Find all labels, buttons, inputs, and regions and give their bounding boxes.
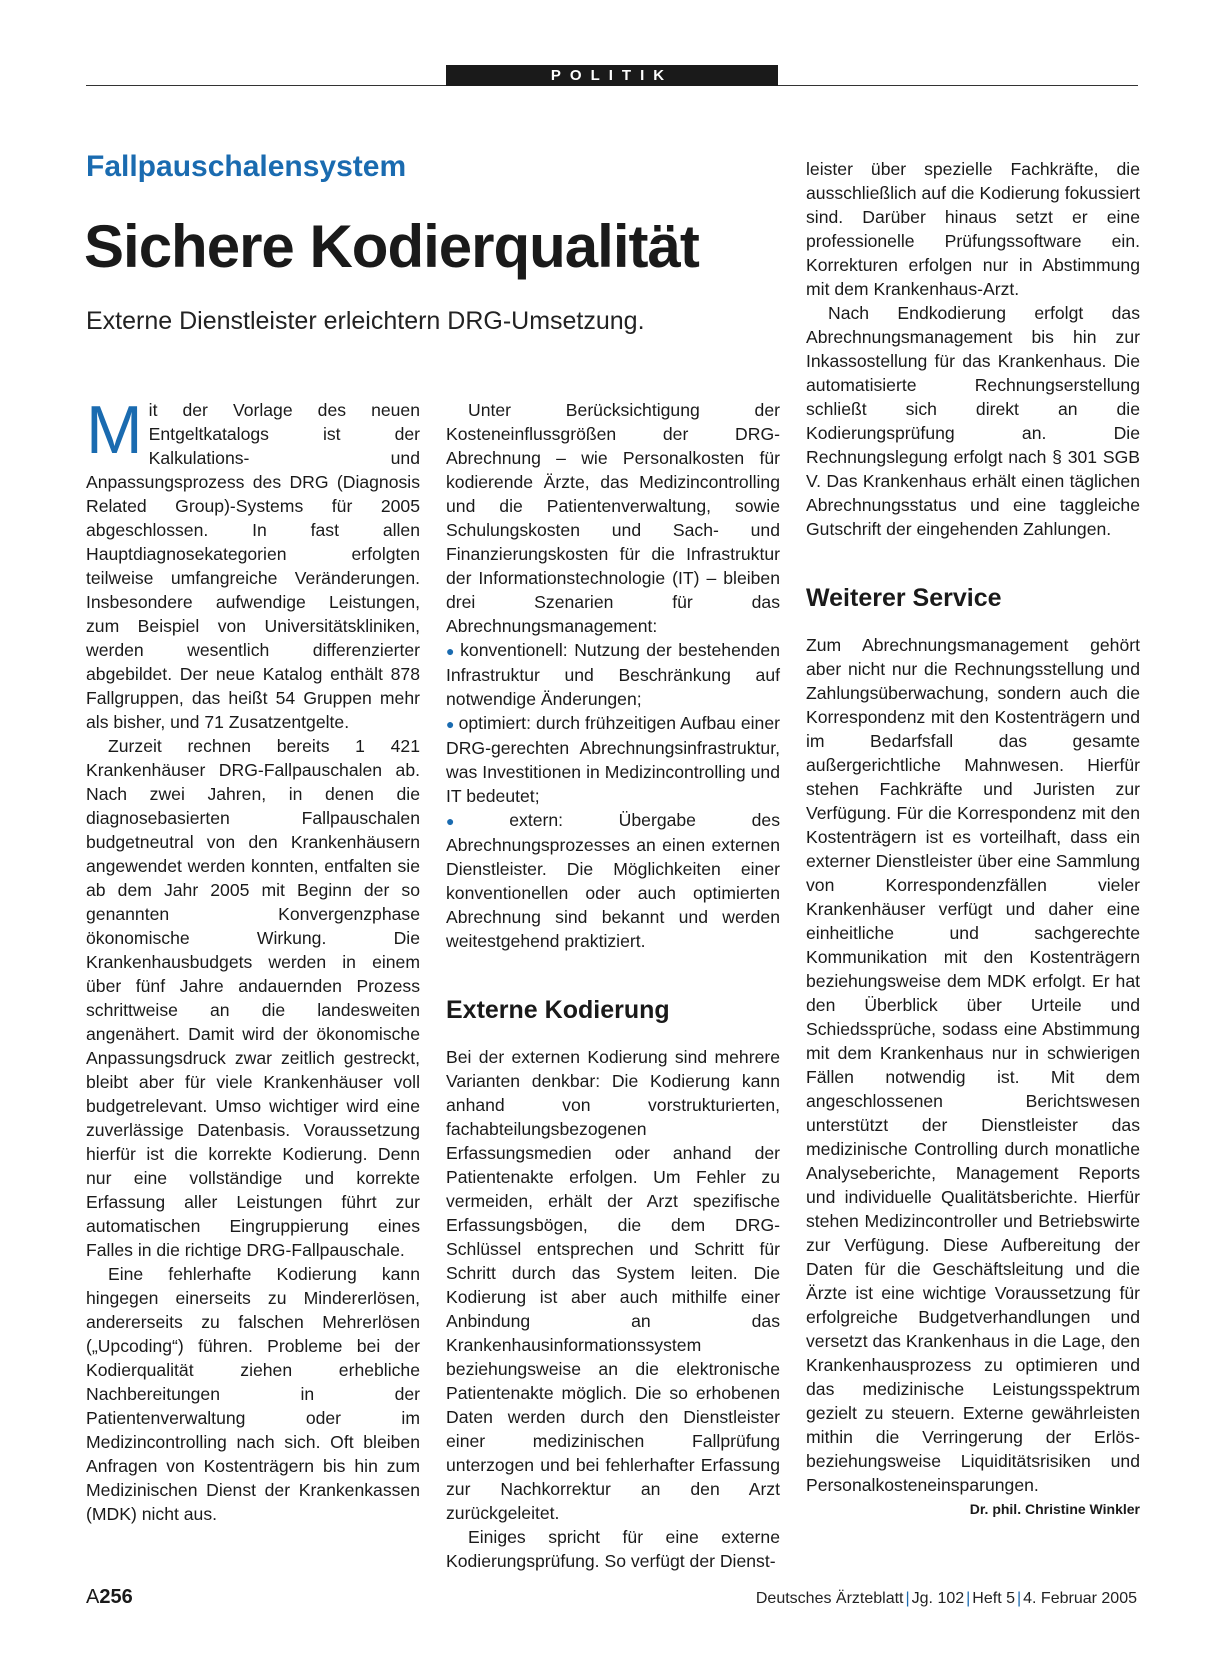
journal-volume: Jg. 102: [911, 1590, 965, 1607]
article-headline: Sichere Kodierqualität: [84, 213, 699, 280]
article-kicker: Fallpauschalensystem: [86, 150, 407, 183]
article-standfirst: Externe Dienstleister erleichtern DRG-Umsetzung.: [86, 307, 645, 335]
column-1: [86, 392, 420, 1526]
col3-paragraph-1: leister über spezielle Fachkräfte, die ausschließlich auf die Kodierung fokussiert sind. Darüber hinaus setzt er eine professionelle Prüfungssoftware ein. Korrekturen erfolgen nur in Abstimmung mit dem Krankenhaus-Arzt.: [806, 159, 1140, 299]
bullet-icon: ●: [446, 716, 455, 732]
col2-paragraph-3: Einiges spricht für eine externe Kodierungsprüfung. So verfügt der Dienst-: [446, 1527, 780, 1571]
column-2: [446, 398, 780, 1573]
subheading-externe-kodierung: Externe Kodierung: [446, 996, 670, 1024]
col2-paragraph-1: Unter Berücksichtigung der Kosteneinflussgrößen der DRG-Abrechnung – wie Personalkosten für kodierende Ärzte, das Medizincontrolling und die Patientenverwaltung, sowie Schulungskosten und Sach- und Finanzierungskosten für die Infrastruktur der Informationstechnologie (IT) – bleiben drei Szenarien für das Abrechnungsmanagement:: [446, 400, 780, 636]
separator: |: [966, 1590, 971, 1607]
col1-paragraph-1: Mit der Vorlage des neuen Entgeltkatalogs ist der Kalkulations- und Anpassungsprozess des DRG (Diagnosis Related Group)-Systems für 2005 abgeschlossen. In fast allen Hauptdiagnosekategorien erfolgten teilweise umfangreiche Veränderungen. Insbesondere aufwendige Leistungen, zum Beispiel von Universitätskliniken, werden wesentlich differenzierter abgebildet. Der neue Katalog enthält 878 Fallgruppen, das heißt 54 Gruppen mehr als bisher, und 71 Zusatzentgelte.: [86, 392, 420, 732]
journal-issue: Heft 5: [972, 1590, 1015, 1607]
author-byline: Dr. phil. Christine Winkler: [969, 1501, 1140, 1517]
bullet-icon: ●: [446, 643, 457, 659]
col3-paragraph-3: Zum Abrechnungsmanagement gehört aber nicht nur die Rechnungsstellung und Zahlungsüberwachung, sondern auch die Korrespondenz mit den Kostenträgern und im Bedarfsfall das gesamte außergerichtliche Mahnwesen. Hierfür stehen Fachkräfte und Juristen zur Verfügung. Für die Korrespondenz mit den Kostenträgern ist es vorteilhaft, dass ein externer Dienstleister über eine Sammlung von Korrespondenzfällen vieler Krankenhäuser verfügt und daher eine einheitliche und sachgerechte Kommunikation mit den Kostenträgern beziehungsweise dem MDK erfolgt. Er hat den Überblick über Urteile und Schiedssprüche, sodass eine Abstimmung mit dem Krankenhaus nur in schwierigen Fällen notwendig ist. Mit dem angeschlossenen Berichtswesen unterstützt der Dienstleister das medizinische Controlling durch monatliche Analyseberichte, Management Reports und individuelle Qualitätsberichte. Hierfür stehen Medizincontroller und Betriebswirte zur Verfügung. Diese Aufbereitung der Daten für die Geschäftsleitung und die Ärzte ist eine wichtige Voraussetzung für erfolgreiche Budgetverhandlungen und versetzt das Krankenhaus in die Lage, den Krankenhausprozess zu optimieren und das medizinische Leistungsspektrum gezielt zu steuern. Externe gewährleisten mithin die Verringerung der Erlös- beziehungsweise Liquiditätsrisiken und Personalkosteneinsparungen. Dr. phil. Christine Winkler: [806, 633, 1140, 1497]
col3-paragraph-2: Nach Endkodierung erfolgt das Abrechnungsmanagement bis hin zur Inkassostellung für das Krankenhaus. Die automatisierte Rechnungserstellung schließt sich direkt an die Kodierungsprüfung an. Die Rechnungslegung erfolgt nach § 301 SGB V. Das Krankenhaus erhält einen täglichen Abrechnungsstatus und eine taggleiche Gutschrift der eingehenden Zahlungen.: [806, 303, 1140, 539]
col1-paragraph-3: Eine fehlerhafte Kodierung kann hingegen einerseits zu Mindererlösen, andererseits zu falschen Mehrerlösen („Upcoding“) führen. Probleme bei der Kodierqualität ziehen erhebliche Nachbereitungen in der Patientenverwaltung oder im Medizincontrolling nach sich. Oft bleiben Anfragen von Kostenträgern bis hin zum Medizinischen Dienst der Krankenkassen (MDK) nicht aus.: [86, 1264, 420, 1524]
section-label: POLITIK: [446, 65, 778, 86]
column-3: [806, 157, 1140, 1521]
journal-date: 4. Februar 2005: [1023, 1590, 1137, 1607]
journal-info: [756, 1590, 1137, 1608]
bullet-icon: ●: [446, 813, 506, 829]
col1-paragraph-2: Zurzeit rechnen bereits 1 421 Krankenhäuser DRG-Fallpauschalen ab. Nach zwei Jahren, in denen die diagnosebasierten Fallpauschalen budgetneutral von den Krankenhäusern angewendet werden konnten, entfalten sie ab dem Jahr 2005 mit Beginn der so genannten Konvergenzphase ökonomische Wirkung. Die Krankenhausbudgets werden in einem über fünf Jahre andauernden Prozess schrittweise an die landesweiten angenähert. Damit wird der ökonomische Anpassungsdruck zwar zeitlich gestreckt, bleibt aber für viele Krankenhäuser voll budgetrelevant. Umso wichtiger wird eine zuverlässige Datenbasis. Voraussetzung hierfür ist die korrekte Kodierung. Denn nur eine vollständige und korrekte Erfassung aller Leistungen führt zur automatischen Eingruppierung eines Falles in die richtige DRG-Fallpauschale.: [86, 736, 420, 1260]
dropcap: M: [86, 392, 143, 468]
separator: |: [1016, 1590, 1022, 1607]
scenario-list: [446, 638, 780, 953]
journal-name: Deutsches Ärzteblatt: [755, 1590, 904, 1607]
list-item: ● konventionell: Nutzung der bestehenden Infrastruktur und Beschränkung auf notwendige Änderungen;: [446, 640, 780, 709]
separator: |: [905, 1590, 910, 1607]
list-item: ● optimiert: durch frühzeitigen Aufbau einer DRG-gerechten Abrechnungsinfrastruktur, was Investitionen in Medizincontrolling und IT bedeutet;: [446, 713, 780, 806]
page-number: A256: [86, 1586, 133, 1608]
subheading-weiterer-service: Weiterer Service: [806, 584, 1002, 612]
list-item: ● extern: Übergabe des Abrechnungsprozesses an einen externen Dienstleister. Die Möglichkeiten einer konventionellen oder auch optimierten Abrechnung sind bekannt und werden weitestgehend praktiziert.: [446, 810, 780, 951]
col2-paragraph-2: Bei der externen Kodierung sind mehrere Varianten denkbar: Die Kodierung kann anhand von vorstrukturierten, fachabteilungsbezogenen Erfassungsmedien oder anhand der Patientenakte erfolgen. Um Fehler zu vermeiden, erhält der Arzt spezifische Erfassungsbögen, die dem DRG-Schlüssel entsprechen und Schritt für Schritt durch das System leiten. Die Kodierung ist aber auch mithilfe einer Anbindung an das Krankenhausinformationssystem beziehungsweise an die elektronische Patientenakte möglich. Die so erhobenen Daten werden durch den Dienstleister einer medizinischen Fallprüfung unterzogen und bei fehlerhafter Erfassung zur Nachkorrektur an den Arzt zurückgeleitet.: [446, 1047, 780, 1523]
